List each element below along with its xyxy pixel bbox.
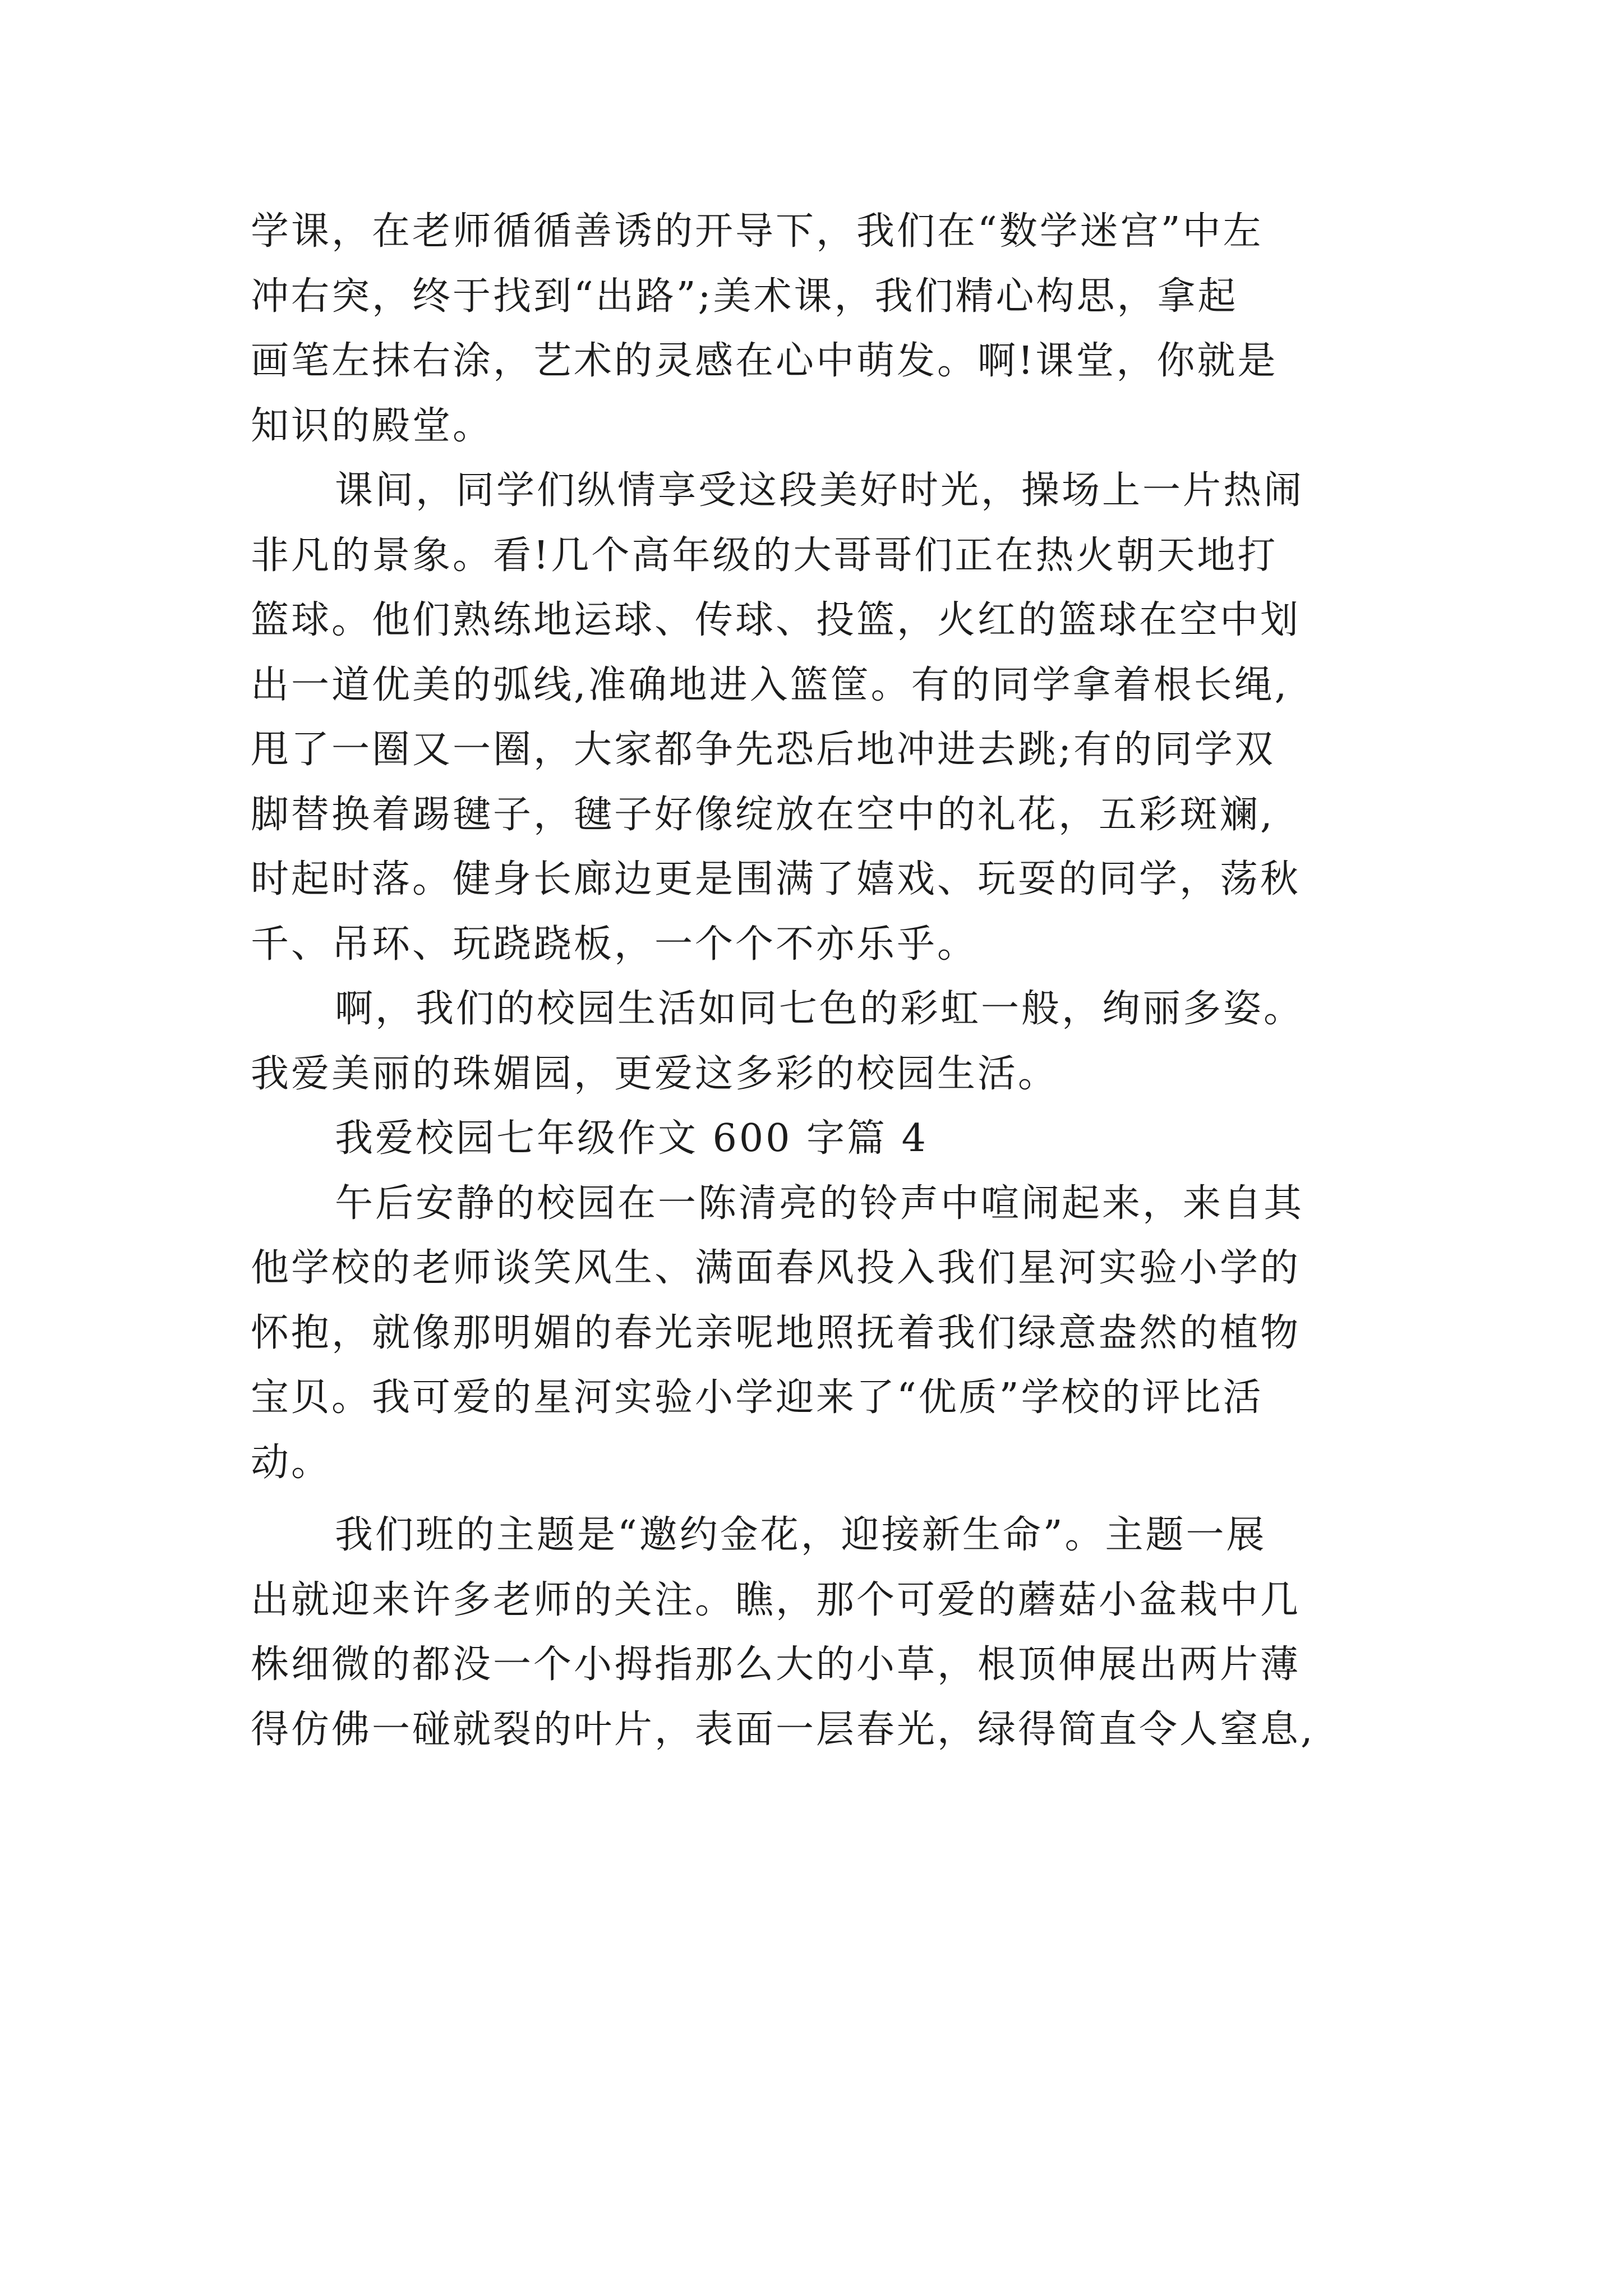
text-line: 知识的殿堂。 [251,403,494,448]
paragraph-start-line: 课间，同学们纵情享受这段美好时光，操场上一片热闹 [335,468,1304,513]
text-line: 他学校的老师谈笑风生、满面春风投入我们星河实验小学的 [251,1246,1301,1290]
text-line: 得仿佛一碰就裂的叶片，表面一层春光，绿得简直令人窒息, [251,1707,1315,1752]
text-line: 动。 [251,1440,332,1485]
document-body [251,199,1395,1762]
text-line: 千、吊环、玩跷跷板，一个个不亦乐乎。 [251,922,978,967]
text-line: 我爱美丽的珠媚园，更爱这多彩的校园生活。 [251,1051,1059,1096]
text-line: 出就迎来许多老师的关注。瞧，那个可爱的蘑菇小盆栽中几 [251,1577,1301,1622]
text-line: 非凡的景象。看!几个高年级的大哥哥们正在热火朝天地打 [251,533,1278,578]
paragraph-start-line: 我们班的主题是“邀约金花，迎接新生命”。主题一展 [335,1513,1267,1557]
text-line: 篮球。他们熟练地运球、传球、投篮，火红的篮球在空中划 [251,598,1301,642]
text-line: 甩了一圈又一圈，大家都争先恐后地冲进去跳;有的同学双 [251,728,1275,772]
paragraph-start-line: 啊，我们的校园生活如同七色的彩虹一般，绚丽多姿。 [335,987,1304,1031]
text-line: 冲右突，终于找到“出路”;美术课，我们精心构思，拿起 [251,274,1238,319]
text-line: 画笔左抹右涂，艺术的灵感在心中萌发。啊!课堂，你就是 [251,339,1278,383]
text-line: 出一道优美的弧线,准确地进入篮筐。有的同学拿着根长绳, [251,662,1289,707]
text-line: 宝贝。我可爱的星河实验小学迎来了“优质”学校的评比活 [251,1375,1264,1420]
text-line: 脚替换着踢毽子，毽子好像绽放在空中的礼花，五彩斑斓, [251,792,1275,837]
text-line: 怀抱，就像那明媚的春光亲呢地照抚着我们绿意盎然的植物 [251,1310,1301,1355]
text-line: 株细微的都没一个小拇指那么大的小草，根顶伸展出两片薄 [251,1642,1301,1687]
paragraph-gap [251,1495,1395,1503]
section-heading: 我爱校园七年级作文 600 字篇 4 [335,1116,928,1161]
text-line: 时起时落。健身长廊边更是围满了嬉戏、玩耍的同学，荡秋 [251,857,1301,901]
paragraph-start-line: 午后安静的校园在一陈清亮的铃声中喧闹起来，来自其 [335,1181,1304,1226]
text-line: 学课，在老师循循善诱的开导下，我们在“数学迷宫”中左 [251,209,1264,254]
